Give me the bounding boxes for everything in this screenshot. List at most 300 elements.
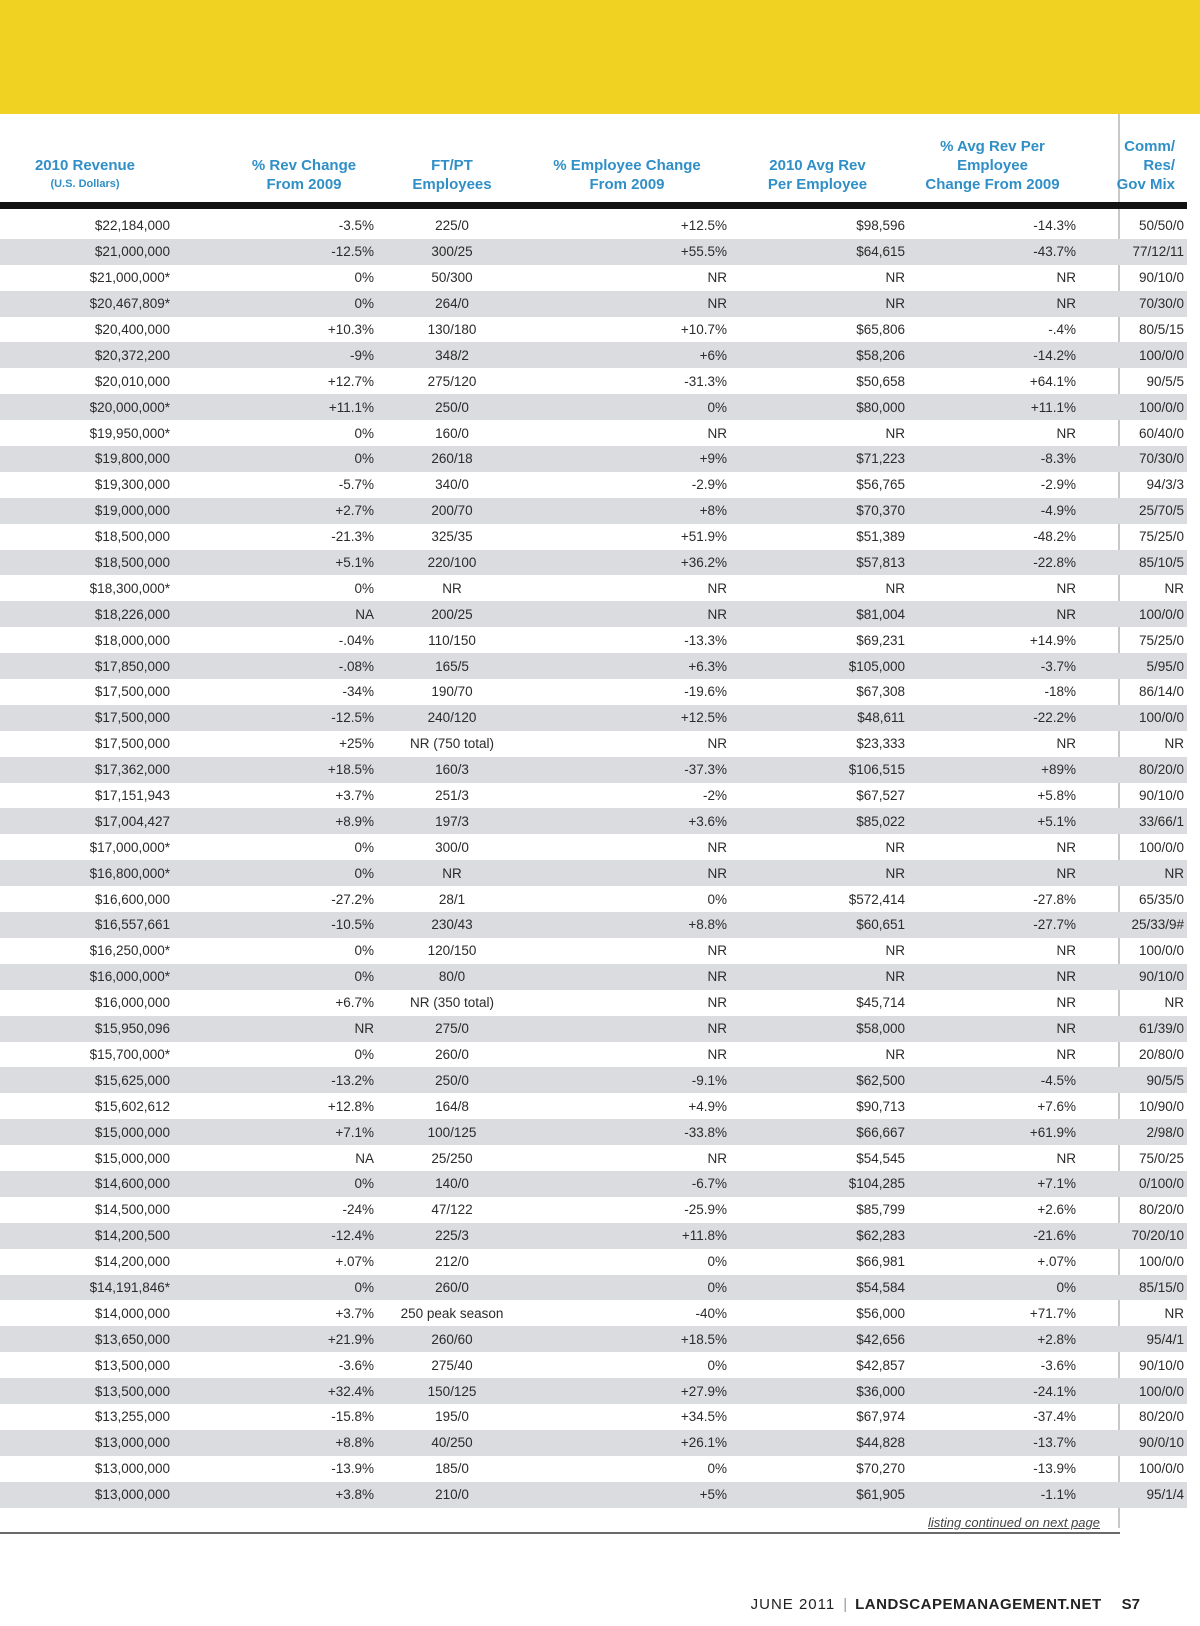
rankings-table-section xyxy=(0,128,1184,1508)
cell-rev-change: 0% xyxy=(174,860,377,886)
cell-avg-rev: $61,905 xyxy=(730,1482,909,1508)
cell-mix: NR xyxy=(1164,1305,1184,1321)
cell-employee-change: NR xyxy=(527,291,730,317)
cell-avg-rev-change: NR xyxy=(1056,270,1076,286)
cell-revenue: $17,000,000* xyxy=(89,839,170,855)
table-row xyxy=(0,1249,1187,1275)
cell-employees: NR (350 total) xyxy=(409,995,495,1011)
cell-rev-change: -15.8% xyxy=(331,1409,374,1425)
cell-avg-rev: NR xyxy=(885,580,905,596)
table-body xyxy=(0,206,1187,1508)
cell-mix: 100/0/0 xyxy=(1079,1378,1187,1404)
cell-avg-rev-change: -3.6% xyxy=(1040,1357,1076,1373)
cell-employees: 250 peak season xyxy=(400,1305,504,1321)
cell-rev-change: +.07% xyxy=(335,1254,374,1270)
cell-mix: 5/95/0 xyxy=(1079,653,1187,679)
cell-rev-change: -9% xyxy=(174,342,377,368)
cell-employee-change: -33.8% xyxy=(527,1119,730,1145)
cell-revenue: $17,850,000 xyxy=(0,653,174,679)
cell-mix: 25/70/5 xyxy=(1079,498,1187,524)
cell-avg-rev-change: -43.7% xyxy=(909,239,1079,265)
cell-avg-rev: $71,223 xyxy=(730,446,909,472)
cell-avg-rev: $65,806 xyxy=(856,322,905,337)
cell-employee-change: -37.3% xyxy=(527,757,730,783)
cell-rev-change: -5.7% xyxy=(338,477,374,493)
table-row xyxy=(0,1145,1187,1171)
footer-separator: | xyxy=(843,1596,848,1613)
cell-avg-rev: NR xyxy=(885,1046,905,1062)
cell-employees: 251/3 xyxy=(435,788,469,804)
cell-avg-rev: $51,389 xyxy=(856,529,905,545)
cell-rev-change: +11.1% xyxy=(174,394,377,420)
cell-mix: NR xyxy=(1164,736,1184,752)
cell-mix: 20/80/0 xyxy=(1138,1046,1184,1062)
cell-employee-change: +9% xyxy=(527,446,730,472)
cell-avg-rev-change: -2.9% xyxy=(1040,477,1076,493)
header-rev-change xyxy=(174,128,377,206)
cell-employee-change: NR xyxy=(707,736,727,752)
cell-avg-rev: $81,004 xyxy=(730,601,909,627)
table-row xyxy=(0,1378,1187,1404)
table-row xyxy=(0,446,1187,472)
page-footer xyxy=(751,1596,1140,1613)
cell-avg-rev: $62,500 xyxy=(730,1067,909,1093)
header-revenue xyxy=(0,128,174,206)
cell-employee-change: NR xyxy=(707,839,727,855)
cell-avg-rev-change: -27.8% xyxy=(1033,891,1076,907)
table-row xyxy=(0,420,1187,446)
table-row xyxy=(0,627,1187,653)
header-avg-rev-title: 2010 Avg Rev Per Employee xyxy=(767,157,868,193)
header-revenue-subtitle: (U.S. Dollars) xyxy=(50,178,120,190)
cell-rev-change: 0% xyxy=(354,270,374,286)
cell-revenue: $20,372,200 xyxy=(0,342,174,368)
cell-mix: 90/10/0 xyxy=(1138,788,1184,804)
cell-employees: 275/120 xyxy=(427,373,477,389)
cell-avg-rev: $45,714 xyxy=(856,995,905,1011)
cell-revenue: $13,000,000 xyxy=(0,1430,174,1456)
cell-avg-rev-change: NR xyxy=(1056,943,1076,959)
cell-rev-change: +2.7% xyxy=(174,498,377,524)
header-avg-rev xyxy=(730,128,909,206)
table-row xyxy=(0,239,1187,265)
cell-avg-rev: $64,615 xyxy=(730,239,909,265)
cell-employees: 165/5 xyxy=(377,653,527,679)
cell-avg-rev: $67,527 xyxy=(856,788,905,804)
cell-avg-rev-change: NR xyxy=(909,601,1079,627)
cell-revenue: $13,255,000 xyxy=(94,1409,170,1425)
cell-avg-rev: $54,545 xyxy=(856,1150,905,1166)
header-revenue-title: 2010 Revenue xyxy=(34,157,136,174)
cell-employee-change: NR xyxy=(707,995,727,1011)
cell-revenue: $22,184,000 xyxy=(94,218,170,234)
cell-revenue: $19,000,000 xyxy=(0,498,174,524)
cell-mix: 80/20/0 xyxy=(1138,1409,1184,1425)
cell-mix: 75/0/25 xyxy=(1138,1150,1184,1166)
cell-mix: NR xyxy=(1164,995,1184,1011)
cell-employee-change: +4.9% xyxy=(688,1098,727,1114)
cell-employee-change: NR xyxy=(527,860,730,886)
table-row xyxy=(0,1171,1187,1197)
cell-employees: 50/300 xyxy=(431,270,473,286)
cell-rev-change: 0% xyxy=(174,291,377,317)
cell-avg-rev: $80,000 xyxy=(730,394,909,420)
table-row xyxy=(0,834,1187,860)
cell-avg-rev-change: NR xyxy=(1056,995,1076,1011)
cell-employees: 200/25 xyxy=(377,601,527,627)
cell-employees: 150/125 xyxy=(377,1378,527,1404)
table-row xyxy=(0,808,1187,834)
cell-revenue: $13,650,000 xyxy=(0,1326,174,1352)
cell-avg-rev-change: -4.5% xyxy=(909,1067,1079,1093)
cell-rev-change: +6.7% xyxy=(335,995,374,1011)
cell-avg-rev: $104,285 xyxy=(730,1171,909,1197)
cell-employee-change: NR xyxy=(707,1046,727,1062)
cell-mix: 100/0/0 xyxy=(1079,601,1187,627)
cell-rev-change: -3.5% xyxy=(338,218,374,234)
cell-employees: 260/18 xyxy=(377,446,527,472)
cell-avg-rev-change: -13.9% xyxy=(1033,1461,1076,1477)
cell-mix: 100/0/0 xyxy=(1079,342,1187,368)
cell-rev-change: +3.8% xyxy=(174,1482,377,1508)
cell-revenue: $16,000,000 xyxy=(94,995,170,1011)
cell-mix: 95/4/1 xyxy=(1079,1326,1187,1352)
cell-mix: 100/0/0 xyxy=(1138,839,1184,855)
cell-employee-change: +34.5% xyxy=(680,1409,727,1425)
cell-mix: NR xyxy=(1079,860,1187,886)
cell-avg-rev: $67,974 xyxy=(856,1409,905,1425)
header-mix-title: Comm/ Res/ Gov Mix xyxy=(1116,138,1175,193)
cell-employee-change: NR xyxy=(707,425,727,441)
table-row xyxy=(0,1067,1187,1093)
cell-avg-rev-change: -48.2% xyxy=(1033,529,1076,545)
table-row xyxy=(0,783,1187,809)
cell-employee-change: NR xyxy=(707,580,727,596)
cell-employee-change: 0% xyxy=(527,394,730,420)
cell-employees: 225/0 xyxy=(435,218,469,234)
cell-mix: 61/39/0 xyxy=(1079,1016,1187,1042)
cell-avg-rev-change: NR xyxy=(909,291,1079,317)
cell-mix: 50/50/0 xyxy=(1138,218,1184,234)
table-row xyxy=(0,1352,1187,1378)
cell-employees: 160/3 xyxy=(377,757,527,783)
cell-employee-change: -19.6% xyxy=(684,684,727,700)
cell-avg-rev-change: -4.9% xyxy=(909,498,1079,524)
revenue-table xyxy=(0,128,1187,1508)
cell-avg-rev-change: +64.1% xyxy=(1029,373,1076,389)
cell-employees: 100/125 xyxy=(377,1119,527,1145)
cell-employees: 185/0 xyxy=(435,1461,469,1477)
cell-avg-rev: NR xyxy=(730,860,909,886)
header-employees xyxy=(377,128,527,206)
cell-avg-rev: NR xyxy=(730,291,909,317)
cell-employees: 340/0 xyxy=(435,477,469,493)
cell-revenue: $15,700,000* xyxy=(89,1046,170,1062)
cell-rev-change: +10.3% xyxy=(327,322,374,337)
cell-rev-change: 0% xyxy=(354,425,374,441)
cell-employee-change: 0% xyxy=(707,1461,727,1477)
cell-mix: 90/5/5 xyxy=(1146,373,1184,389)
cell-employees: 260/60 xyxy=(377,1326,527,1352)
table-row xyxy=(0,1404,1187,1430)
cell-employees: 25/250 xyxy=(431,1150,473,1166)
header-employee-change-title: % Employee Change From 2009 xyxy=(553,157,701,193)
cell-mix: 33/66/1 xyxy=(1079,808,1187,834)
cell-rev-change: -27.2% xyxy=(331,891,374,907)
cell-employees: 197/3 xyxy=(377,808,527,834)
cell-avg-rev: $85,022 xyxy=(730,808,909,834)
cell-avg-rev: NR xyxy=(885,270,905,286)
cell-avg-rev-change: +11.1% xyxy=(909,394,1079,420)
cell-rev-change: 0% xyxy=(174,1275,377,1301)
cell-avg-rev: NR xyxy=(885,425,905,441)
cell-rev-change: 0% xyxy=(174,1171,377,1197)
cell-avg-rev: $85,799 xyxy=(856,1202,905,1218)
cell-avg-rev: $56,000 xyxy=(856,1305,905,1321)
cell-rev-change: +8.8% xyxy=(174,1430,377,1456)
cell-avg-rev-change: -24.1% xyxy=(909,1378,1079,1404)
cell-mix: 95/1/4 xyxy=(1079,1482,1187,1508)
cell-rev-change: -3.6% xyxy=(338,1357,374,1373)
cell-avg-rev: NR xyxy=(730,964,909,990)
cell-avg-rev: $66,667 xyxy=(730,1119,909,1145)
cell-revenue: $19,800,000 xyxy=(0,446,174,472)
cell-rev-change: NA xyxy=(174,601,377,627)
cell-revenue: $14,600,000 xyxy=(0,1171,174,1197)
cell-avg-rev: $50,658 xyxy=(856,373,905,389)
cell-employee-change: +8.8% xyxy=(527,912,730,938)
cell-mix: 65/35/0 xyxy=(1138,891,1184,907)
cell-avg-rev-change: -.4% xyxy=(1048,322,1076,337)
table-row xyxy=(0,1275,1187,1301)
cell-avg-rev-change: NR xyxy=(1056,1046,1076,1062)
table-row xyxy=(0,964,1187,990)
table-row xyxy=(0,1119,1187,1145)
cell-revenue: $16,000,000* xyxy=(0,964,174,990)
cell-employee-change: -25.9% xyxy=(684,1202,727,1218)
cell-rev-change: -12.5% xyxy=(174,705,377,731)
cell-avg-rev: $66,981 xyxy=(856,1254,905,1270)
cell-mix: 0/100/0 xyxy=(1079,1171,1187,1197)
cell-mix: 100/0/0 xyxy=(1079,394,1187,420)
cell-employee-change: +12.5% xyxy=(527,705,730,731)
cell-employees: 250/0 xyxy=(377,394,527,420)
table-row xyxy=(0,601,1187,627)
cell-rev-change: -13.9% xyxy=(331,1461,374,1477)
cell-employees: 47/122 xyxy=(431,1202,473,1218)
cell-avg-rev-change: 0% xyxy=(909,1275,1079,1301)
cell-avg-rev: $70,370 xyxy=(730,498,909,524)
cell-avg-rev: $42,656 xyxy=(730,1326,909,1352)
cell-revenue: $13,500,000 xyxy=(0,1378,174,1404)
cell-revenue: $17,500,000 xyxy=(94,736,170,752)
table-row xyxy=(0,1223,1187,1249)
cell-revenue: $14,200,500 xyxy=(0,1223,174,1249)
table-row xyxy=(0,705,1187,731)
cell-avg-rev-change: -14.2% xyxy=(909,342,1079,368)
cell-avg-rev-change: -13.7% xyxy=(909,1430,1079,1456)
cell-revenue: $20,467,809* xyxy=(0,291,174,317)
cell-avg-rev-change: +61.9% xyxy=(909,1119,1079,1145)
cell-rev-change: NR xyxy=(174,1016,377,1042)
table-row xyxy=(0,990,1187,1016)
cell-avg-rev-change: +7.1% xyxy=(909,1171,1079,1197)
cell-employee-change: -13.3% xyxy=(684,632,727,648)
cell-employee-change: +6.3% xyxy=(527,653,730,679)
cell-revenue: $17,004,427 xyxy=(0,808,174,834)
cell-revenue: $17,500,000 xyxy=(94,684,170,700)
cell-employee-change: +51.9% xyxy=(680,529,727,545)
cell-revenue: $18,500,000 xyxy=(94,529,170,545)
cell-avg-rev: NR xyxy=(885,943,905,959)
cell-employee-change: -31.3% xyxy=(684,373,727,389)
cell-avg-rev-change: -37.4% xyxy=(1033,1409,1076,1425)
cell-rev-change: 0% xyxy=(354,580,374,596)
cell-employees: 240/120 xyxy=(377,705,527,731)
cell-employee-change: +12.5% xyxy=(680,218,727,234)
cell-employees: NR xyxy=(377,860,527,886)
cell-rev-change: +7.1% xyxy=(174,1119,377,1145)
cell-avg-rev: $54,584 xyxy=(730,1275,909,1301)
cell-rev-change: +8.9% xyxy=(174,808,377,834)
cell-rev-change: 0% xyxy=(354,839,374,855)
cell-revenue: $20,010,000 xyxy=(94,373,170,389)
footer-date: JUNE 2011 xyxy=(750,1596,836,1613)
cell-avg-rev: $90,713 xyxy=(856,1098,905,1114)
cell-revenue: $18,226,000 xyxy=(0,601,174,627)
cell-employees: 348/2 xyxy=(377,342,527,368)
cell-mix: 80/5/15 xyxy=(1138,322,1184,337)
cell-employees: 250/0 xyxy=(377,1067,527,1093)
cell-revenue: $20,400,000 xyxy=(94,322,170,337)
cell-employees: 200/70 xyxy=(377,498,527,524)
footer-site[interactable]: LANDSCAPEMANAGEMENT.NET xyxy=(855,1596,1102,1613)
cell-avg-rev-change: -8.3% xyxy=(909,446,1079,472)
cell-employee-change: +3.6% xyxy=(527,808,730,834)
cell-revenue: $16,600,000 xyxy=(94,891,170,907)
cell-avg-rev: $57,813 xyxy=(730,550,909,576)
cell-rev-change: -21.3% xyxy=(331,529,374,545)
table-row xyxy=(0,679,1187,705)
table-row xyxy=(0,860,1187,886)
table-row xyxy=(0,1326,1187,1352)
cell-avg-rev-change: NR xyxy=(1056,1150,1076,1166)
cell-avg-rev: $105,000 xyxy=(730,653,909,679)
cell-employees: NR xyxy=(442,580,462,596)
cell-employees: 212/0 xyxy=(435,1254,469,1270)
cell-mix: 10/90/0 xyxy=(1138,1098,1184,1114)
cell-rev-change: +12.8% xyxy=(327,1098,374,1114)
cell-employee-change: +26.1% xyxy=(527,1430,730,1456)
cell-mix: 70/30/0 xyxy=(1079,446,1187,472)
table-row xyxy=(0,291,1187,317)
cell-rev-change: -10.5% xyxy=(174,912,377,938)
table-row xyxy=(0,206,1187,239)
cell-avg-rev: $67,308 xyxy=(856,684,905,700)
cell-avg-rev-change: NR xyxy=(1056,580,1076,596)
cell-employees: 264/0 xyxy=(377,291,527,317)
cell-avg-rev: $48,611 xyxy=(730,705,909,731)
table-row xyxy=(0,498,1187,524)
cell-rev-change: +25% xyxy=(339,736,374,752)
cell-rev-change: 0% xyxy=(354,1046,374,1062)
cell-revenue: $18,000,000 xyxy=(94,632,170,648)
cell-employees: 160/0 xyxy=(435,425,469,441)
table-row xyxy=(0,912,1187,938)
cell-employees: 220/100 xyxy=(377,550,527,576)
cell-mix: 90/10/0 xyxy=(1138,1357,1184,1373)
cell-employees: 275/40 xyxy=(431,1357,473,1373)
table-row xyxy=(0,1430,1187,1456)
cell-employee-change: +8% xyxy=(527,498,730,524)
cell-avg-rev-change: -22.8% xyxy=(909,550,1079,576)
bottom-rule xyxy=(0,1532,1120,1534)
cell-rev-change: -24% xyxy=(342,1202,374,1218)
header-rev-change-title: % Rev Change From 2009 xyxy=(251,157,357,193)
cell-revenue: $15,000,000 xyxy=(94,1150,170,1166)
cell-mix: 70/20/10 xyxy=(1079,1223,1187,1249)
cell-employee-change: +5% xyxy=(527,1482,730,1508)
cell-employees: 225/3 xyxy=(377,1223,527,1249)
cell-revenue: $19,300,000 xyxy=(94,477,170,493)
cell-revenue: $14,191,846* xyxy=(0,1275,174,1301)
cell-employee-change: NR xyxy=(707,1150,727,1166)
cell-rev-change: +18.5% xyxy=(174,757,377,783)
cell-employees: 140/0 xyxy=(377,1171,527,1197)
cell-mix: NR xyxy=(1164,580,1184,596)
cell-revenue: $17,151,943 xyxy=(94,788,170,804)
cell-employee-change: NR xyxy=(707,943,727,959)
cell-revenue: $21,000,000* xyxy=(89,270,170,286)
table-row xyxy=(0,550,1187,576)
header-avg-rev-change xyxy=(909,128,1079,206)
cell-employees: 300/25 xyxy=(377,239,527,265)
cell-rev-change: -.08% xyxy=(174,653,377,679)
cell-avg-rev-change: +5.8% xyxy=(1037,788,1076,804)
continued-note[interactable]: listing continued on next page xyxy=(927,1515,1100,1530)
cell-mix: 100/0/0 xyxy=(1079,705,1187,731)
cell-employee-change: -40% xyxy=(695,1305,727,1321)
cell-avg-rev-change: NR xyxy=(1056,839,1076,855)
cell-employee-change: +11.8% xyxy=(527,1223,730,1249)
cell-employees: 80/0 xyxy=(377,964,527,990)
cell-employees: 260/0 xyxy=(377,1275,527,1301)
cell-revenue: $15,950,096 xyxy=(0,1016,174,1042)
cell-avg-rev-change: +7.6% xyxy=(1037,1098,1076,1114)
cell-mix: 90/10/0 xyxy=(1079,964,1187,990)
cell-avg-rev: $36,000 xyxy=(730,1378,909,1404)
cell-employees: 28/1 xyxy=(438,891,466,907)
cell-avg-rev-change: -14.3% xyxy=(1033,218,1076,234)
table-header xyxy=(0,128,1187,206)
cell-mix: 70/30/0 xyxy=(1079,291,1187,317)
table-row xyxy=(0,1300,1187,1326)
cell-rev-change: +3.7% xyxy=(335,788,374,804)
cell-avg-rev: $62,283 xyxy=(730,1223,909,1249)
cell-mix: 77/12/11 xyxy=(1079,239,1187,265)
table-row xyxy=(0,938,1187,964)
cell-avg-rev: $69,231 xyxy=(856,632,905,648)
cell-employee-change: 0% xyxy=(707,891,727,907)
cell-employee-change: NR xyxy=(707,270,727,286)
cell-revenue: $13,000,000 xyxy=(0,1482,174,1508)
cell-avg-rev-change: NR xyxy=(1056,425,1076,441)
cell-avg-rev: $44,828 xyxy=(730,1430,909,1456)
cell-mix: 100/0/0 xyxy=(1138,1254,1184,1270)
cell-rev-change: +3.7% xyxy=(335,1305,374,1321)
cell-employees: 210/0 xyxy=(377,1482,527,1508)
cell-avg-rev: $60,651 xyxy=(730,912,909,938)
